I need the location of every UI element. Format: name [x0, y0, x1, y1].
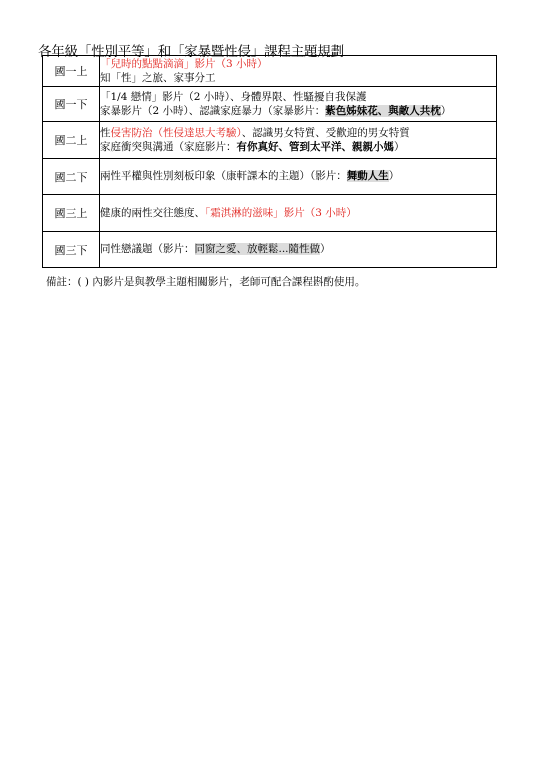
table-row — [43, 87, 497, 122]
topic-cell — [100, 159, 497, 195]
grade-cell: 國二上 — [43, 122, 100, 159]
grade-cell: 國三上 — [43, 195, 100, 232]
topic-text: 同性戀議題（影片： — [100, 243, 195, 256]
topic-line — [100, 242, 496, 257]
topic-line — [100, 206, 496, 221]
highlighted-topic: 侵害防治（性侵達思大考驗） — [110, 126, 242, 139]
topic-text: 「1/4 戀情」影片（2 小時）、身體界限、性騷擾自我保護 — [100, 90, 367, 103]
topic-line — [100, 71, 496, 86]
table-row — [43, 195, 497, 232]
topic-text: 兩性平權與性別刻板印象（康軒課本的主題）（影片： — [100, 170, 347, 183]
grade-cell: 國二下 — [43, 159, 100, 195]
topic-text: ） — [388, 170, 400, 183]
topic-text: 性 — [100, 126, 111, 139]
topic-cell — [100, 122, 497, 159]
topic-text: 家暴影片（2 小時）、認識家庭暴力（家暴影片： — [100, 105, 326, 117]
grade-cell: 國一上 — [43, 56, 100, 87]
film-title: 舞動人生 — [346, 170, 389, 183]
topic-cell — [100, 232, 497, 268]
topic-line — [100, 140, 496, 155]
table-row — [43, 159, 497, 195]
topic-cell — [100, 87, 497, 122]
topic-line — [100, 104, 496, 119]
film-title: 同窗之愛、放輕鬆...隨性做 — [194, 243, 321, 256]
grade-cell: 國三下 — [43, 232, 100, 268]
topic-line — [100, 90, 496, 105]
topic-text: 知「性」之旅、家事分工 — [100, 72, 216, 84]
table-row — [43, 232, 497, 268]
curriculum-table — [42, 55, 497, 268]
topic-text: ） — [320, 243, 331, 256]
topic-cell — [100, 195, 497, 232]
topic-text: 健康的兩性交往態度、 — [100, 206, 205, 219]
table-row — [43, 122, 497, 159]
footnote: 備註：( ) 內影片是與教學主題相關影片，老師可配合課程斟酌使用。 — [46, 276, 366, 288]
curriculum-table-body — [43, 56, 497, 268]
topic-text: 、認識男女特質、受歡迎的男女特質 — [241, 126, 410, 139]
topic-text: 家庭衝突與溝通（家庭影片： — [100, 141, 237, 153]
topic-line — [100, 57, 496, 72]
document-title: 各年級「性別平等」和「家暴暨性侵」課程主題規劃 — [38, 44, 344, 60]
grade-cell: 國一下 — [43, 87, 100, 122]
table-row — [43, 56, 497, 87]
topic-text: ） — [440, 105, 452, 117]
topic-cell — [100, 56, 497, 87]
topic-line — [100, 126, 496, 141]
topic-text: 有你真好、管到太平洋、親親小媽 — [236, 141, 394, 153]
topic-line — [100, 169, 496, 184]
film-title: 紫色姊妹花、與敵人共枕 — [325, 105, 441, 117]
topic-text: ） — [394, 141, 405, 153]
highlighted-topic: 「霜淇淋的滋味」影片（3 小時） — [205, 206, 357, 219]
highlighted-topic: 「兒時的點點滴滴」影片（3 小時） — [100, 57, 268, 70]
